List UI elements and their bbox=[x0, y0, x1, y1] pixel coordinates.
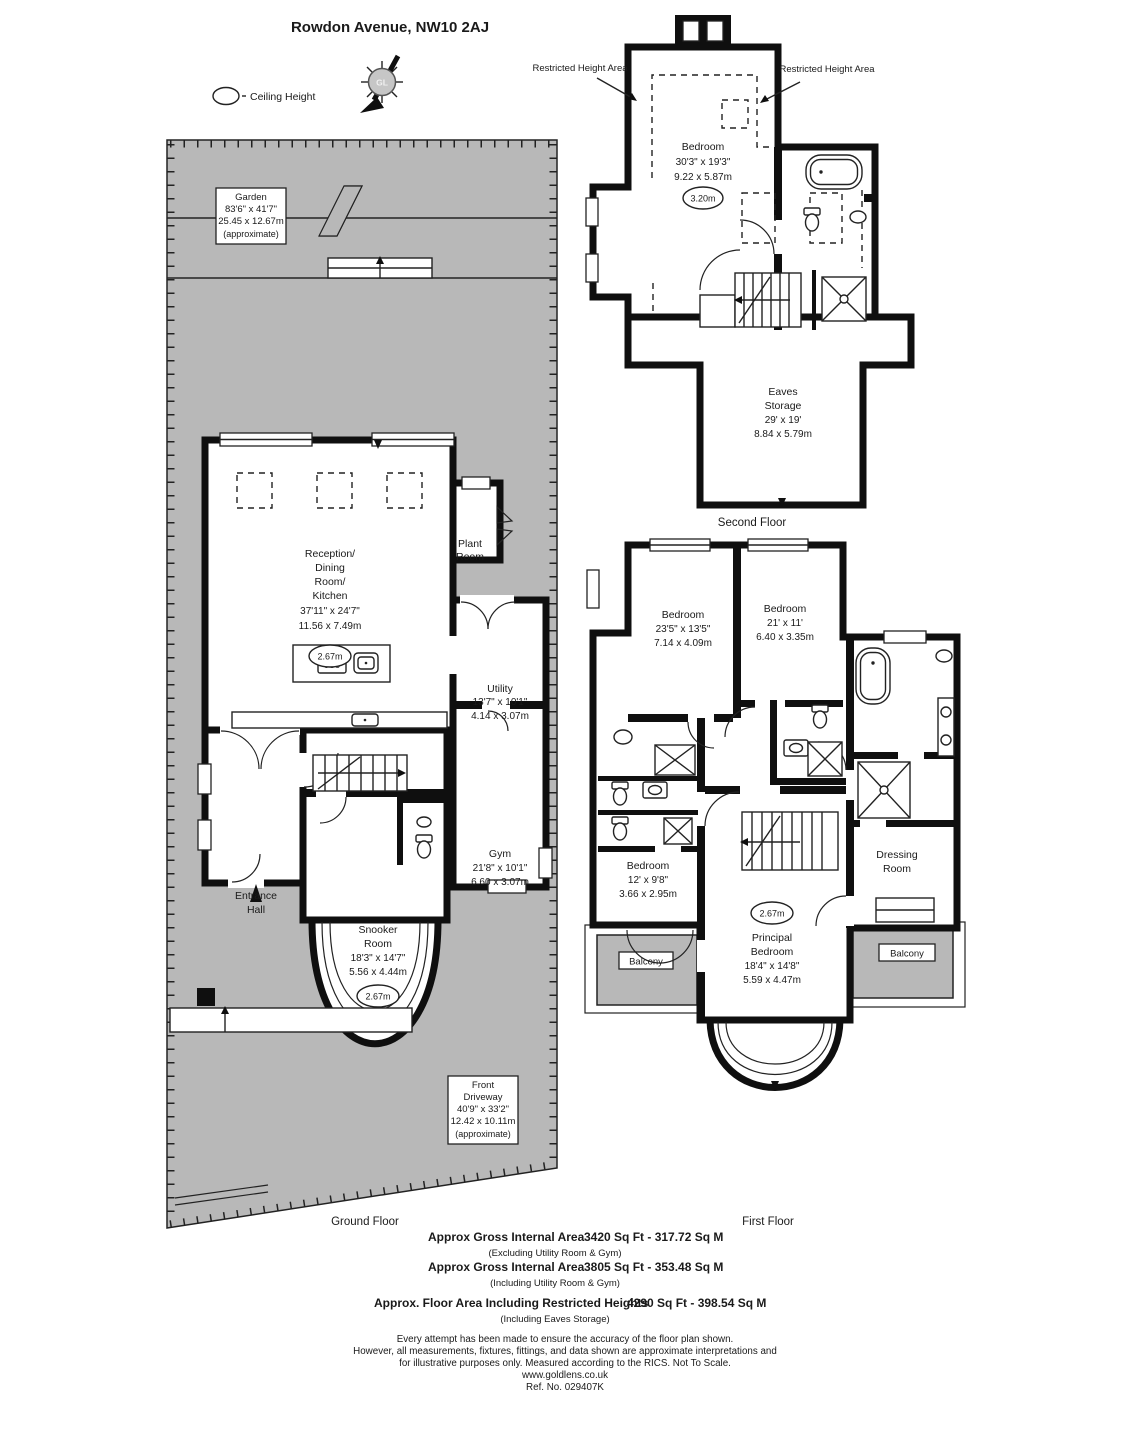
garden-label bbox=[216, 188, 286, 244]
svg-text:Every attempt has been made to: Every attempt has been made to ensure the accuracy of the floor plan shown. bbox=[396, 1334, 734, 1345]
front-driveway-label bbox=[448, 1076, 518, 1144]
svg-text:21' x 11': 21' x 11' bbox=[767, 618, 803, 629]
sink-icon bbox=[643, 782, 667, 798]
ground-floor-plan bbox=[167, 140, 557, 1228]
restricted-height-left bbox=[532, 63, 637, 101]
svg-text:11.56 x 7.49m: 11.56 x 7.49m bbox=[298, 621, 362, 632]
svg-text:23'5" x 13'5": 23'5" x 13'5" bbox=[655, 624, 711, 635]
svg-text:2.67m: 2.67m bbox=[365, 991, 391, 1002]
principal-bay-window bbox=[710, 1020, 840, 1088]
svg-text:Dining: Dining bbox=[315, 562, 345, 574]
balcony-right bbox=[845, 922, 965, 1007]
svg-text:21'8" x 10'1": 21'8" x 10'1" bbox=[472, 863, 528, 874]
compass-icon bbox=[360, 56, 403, 113]
svg-text:83'6" x 41'7": 83'6" x 41'7" bbox=[224, 204, 278, 215]
svg-text:Reception/: Reception/ bbox=[304, 548, 356, 560]
svg-text:18'3" x 14'7": 18'3" x 14'7" bbox=[350, 953, 406, 964]
svg-text:3.20m: 3.20m bbox=[690, 193, 716, 204]
svg-text:8.84 x 5.79m: 8.84 x 5.79m bbox=[754, 429, 812, 440]
svg-text:3805 Sq Ft - 353.48 Sq M: 3805 Sq Ft - 353.48 Sq M bbox=[584, 1260, 724, 1274]
ceiling-height-label: Ceiling Height bbox=[250, 91, 316, 103]
shower-icon bbox=[808, 742, 842, 776]
kitchen-counter bbox=[232, 712, 447, 728]
svg-text:(approximate): (approximate) bbox=[223, 229, 279, 239]
svg-text:Dressing: Dressing bbox=[876, 849, 918, 861]
svg-text:Bedroom: Bedroom bbox=[626, 860, 670, 872]
stairs-ground bbox=[313, 755, 407, 791]
svg-text:40'9" x 33'2": 40'9" x 33'2" bbox=[456, 1104, 510, 1115]
svg-text:Approx Gross Internal Area: Approx Gross Internal Area bbox=[428, 1260, 585, 1274]
svg-text:Utility: Utility bbox=[487, 683, 513, 695]
svg-text:6.60 x 3.07m: 6.60 x 3.07m bbox=[471, 877, 529, 888]
svg-text:(approximate): (approximate) bbox=[455, 1129, 511, 1139]
svg-text:6.40 x 3.35m: 6.40 x 3.35m bbox=[756, 632, 814, 643]
sink-icon bbox=[936, 650, 952, 662]
svg-text:12' x 9'8": 12' x 9'8" bbox=[627, 875, 669, 886]
svg-text:Approx. Floor Area Including R: Approx. Floor Area Including Restricted Heights bbox=[374, 1296, 649, 1310]
ceiling-height-legend bbox=[213, 88, 315, 105]
page-title: Rowdon Avenue, NW10 2AJ bbox=[290, 19, 490, 36]
sink-icon bbox=[614, 730, 632, 744]
window bbox=[539, 848, 552, 878]
toilet-icon bbox=[612, 782, 628, 805]
bedroom1-label bbox=[654, 609, 712, 649]
svg-text:Bedroom: Bedroom bbox=[763, 603, 807, 615]
svg-text:13'7" x 10'1": 13'7" x 10'1" bbox=[472, 697, 528, 708]
svg-text:5.59 x 4.47m: 5.59 x 4.47m bbox=[743, 975, 801, 986]
svg-text:25.45 x 12.67m: 25.45 x 12.67m bbox=[218, 216, 284, 227]
balcony-left bbox=[585, 925, 707, 1013]
svg-text:Restricted Height Area: Restricted Height Area bbox=[532, 63, 628, 74]
svg-text:Room/: Room/ bbox=[314, 576, 346, 588]
toilet-icon bbox=[812, 705, 828, 728]
bathtub-icon bbox=[856, 648, 890, 704]
svg-text:30'3" x 19'3": 30'3" x 19'3" bbox=[675, 157, 731, 168]
first-floor-label: First Floor bbox=[742, 1216, 794, 1228]
sink-icon bbox=[784, 740, 808, 756]
toilet-icon bbox=[612, 817, 628, 840]
svg-text:18'4" x 14'8": 18'4" x 14'8" bbox=[744, 961, 800, 972]
svg-text:4290 Sq Ft - 398.54 Sq M: 4290 Sq Ft - 398.54 Sq M bbox=[627, 1296, 767, 1310]
svg-text:Storage: Storage bbox=[764, 400, 802, 412]
svg-text:Entrance: Entrance bbox=[234, 890, 278, 902]
svg-text:Hall: Hall bbox=[246, 904, 266, 916]
svg-text:9.22 x 5.87m: 9.22 x 5.87m bbox=[674, 172, 732, 183]
svg-text:However, all measurements, fix: However, all measurements, fixtures, fittings, and data shown are approximate interpretations and bbox=[353, 1346, 777, 1357]
svg-text:Bedroom: Bedroom bbox=[750, 946, 794, 958]
svg-text:3.66 x 2.95m: 3.66 x 2.95m bbox=[619, 889, 677, 900]
second-floor-label: Second Floor bbox=[717, 517, 787, 529]
second-bedroom-label bbox=[674, 141, 732, 209]
svg-text:Bedroom: Bedroom bbox=[661, 609, 705, 621]
sink-icon bbox=[850, 211, 866, 223]
svg-text:29' x 19': 29' x 19' bbox=[764, 415, 802, 426]
svg-text:(Including Utility Room & Gym): (Including Utility Room & Gym) bbox=[490, 1278, 620, 1289]
svg-text:(Excluding Utility Room & Gym): (Excluding Utility Room & Gym) bbox=[488, 1248, 622, 1259]
area-summary bbox=[374, 1230, 766, 1325]
entrance-hall-room bbox=[205, 730, 303, 883]
svg-text:www.goldlens.co.uk: www.goldlens.co.uk bbox=[521, 1370, 609, 1381]
compass-logo: GL bbox=[376, 77, 388, 88]
svg-text:Garden: Garden bbox=[235, 192, 267, 203]
svg-text:for illustrative purposes only: for illustrative purposes only. Measured according to the RICS. Not To Scale. bbox=[399, 1358, 731, 1369]
svg-text:Ref. No. 029407K: Ref. No. 029407K bbox=[526, 1382, 604, 1393]
window bbox=[198, 764, 211, 794]
svg-text:3420 Sq Ft - 317.72 Sq M: 3420 Sq Ft - 317.72 Sq M bbox=[584, 1230, 724, 1244]
svg-text:12.42 x 10.11m: 12.42 x 10.11m bbox=[450, 1116, 516, 1127]
svg-text:Balcony: Balcony bbox=[629, 956, 663, 968]
svg-text:Gym: Gym bbox=[488, 848, 512, 860]
second-floor-plan bbox=[532, 15, 911, 529]
svg-text:2.67m: 2.67m bbox=[317, 651, 343, 662]
shower-icon bbox=[664, 818, 692, 844]
window bbox=[198, 820, 211, 850]
svg-text:5.56 x 4.44m: 5.56 x 4.44m bbox=[349, 967, 407, 978]
svg-text:Room: Room bbox=[455, 551, 485, 563]
svg-text:Restricted Height Area: Restricted Height Area bbox=[779, 64, 875, 75]
svg-text:Room: Room bbox=[363, 938, 393, 950]
svg-text:Front: Front bbox=[471, 1080, 495, 1091]
svg-text:Snooker: Snooker bbox=[358, 924, 398, 936]
utility-gym-wing bbox=[453, 600, 546, 887]
window bbox=[462, 477, 490, 489]
svg-text:Principal: Principal bbox=[751, 932, 793, 944]
shower-icon bbox=[655, 745, 695, 775]
svg-text:Approx Gross Internal Area: Approx Gross Internal Area bbox=[428, 1230, 585, 1244]
toilet-icon bbox=[804, 208, 820, 231]
shower-icon bbox=[858, 762, 910, 818]
svg-text:Bedroom: Bedroom bbox=[681, 141, 725, 153]
svg-text:Plant: Plant bbox=[458, 538, 482, 550]
ground-floor-label: Ground Floor bbox=[331, 1216, 399, 1228]
first-floor-plan bbox=[585, 539, 965, 1228]
svg-text:37'11" x 24'7": 37'11" x 24'7" bbox=[300, 606, 360, 617]
svg-text:Driveway: Driveway bbox=[463, 1092, 503, 1103]
plant-room-label bbox=[456, 538, 484, 563]
svg-text:2.67m: 2.67m bbox=[759, 908, 785, 919]
bathtub-icon bbox=[806, 155, 862, 189]
svg-text:Kitchen: Kitchen bbox=[312, 590, 348, 602]
svg-text:Balcony: Balcony bbox=[890, 948, 924, 960]
disclaimer bbox=[353, 1334, 777, 1393]
svg-text:4.14 x 3.07m: 4.14 x 3.07m bbox=[471, 711, 529, 722]
svg-text:Room: Room bbox=[882, 863, 912, 875]
stairs-first bbox=[740, 812, 838, 870]
svg-text:(Including Eaves Storage): (Including Eaves Storage) bbox=[500, 1314, 610, 1325]
svg-text:Eaves: Eaves bbox=[768, 386, 798, 398]
svg-text:7.14 x 4.09m: 7.14 x 4.09m bbox=[654, 638, 712, 649]
